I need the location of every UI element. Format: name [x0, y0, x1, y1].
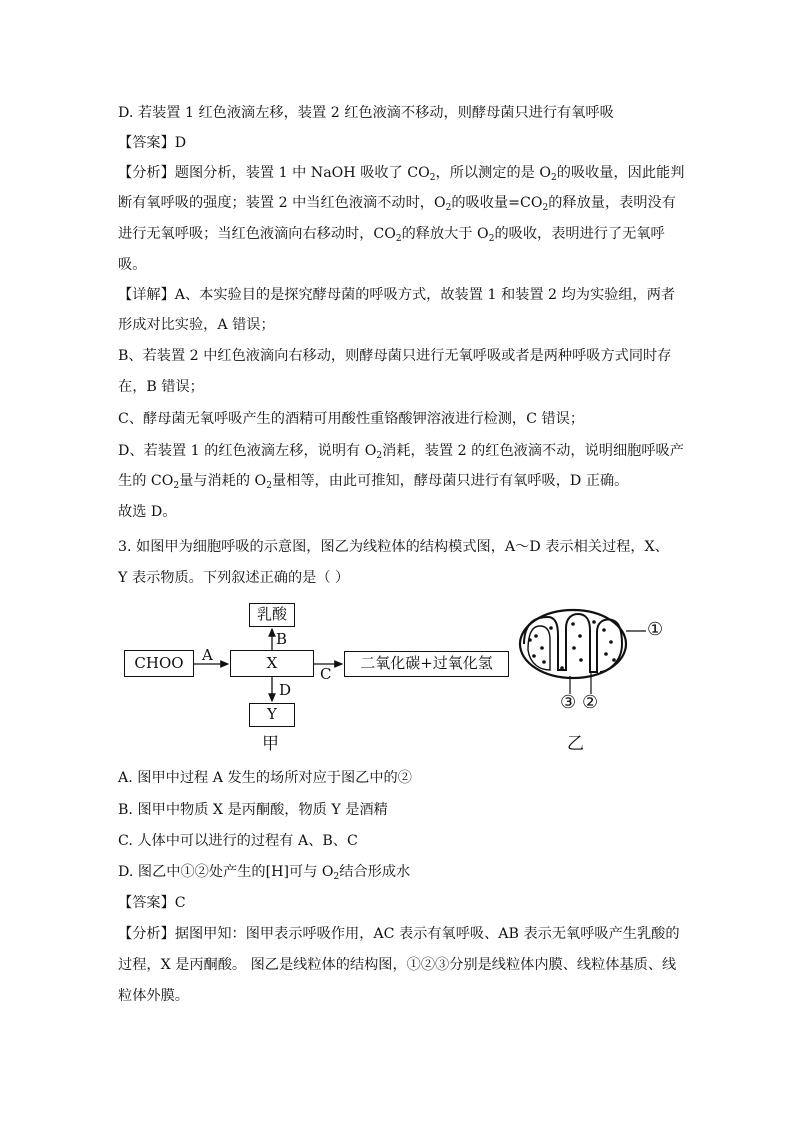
analysis-line-3: 进行无氧呼吸；当红色液滴向右移动时，$CO_2$的释放大于 $O_2$的吸收，表明进行了无氧呼: [118, 226, 665, 244]
label-circle-3: ③: [560, 692, 577, 713]
option-d: D. 图乙中①②处产生的[H]可与 $O_2$结合形成水: [118, 864, 411, 882]
mitochondrion-figure: [520, 610, 626, 678]
option-b: B. 图甲中物质 X 是丙酮酸，物质 Y 是酒精: [118, 802, 388, 818]
question-3-line-1: 3. 如图甲为细胞呼吸的示意图，图乙为线粒体的结构模式图，A～D 表示相关过程，X、: [118, 539, 669, 555]
question-3-line-2: Y 表示物质。下列叙述正确的是（ ）: [118, 570, 350, 586]
x-box: X: [230, 650, 314, 677]
y-box: Y: [249, 703, 295, 727]
label-circle-2: ②: [582, 692, 599, 713]
caption-yi: 乙: [567, 734, 584, 754]
outer-membrane: [520, 610, 626, 678]
analysis-line-4: 吸。: [118, 257, 147, 273]
detail-line-7: 生的 $CO_2$量与消耗的 $O_2$量相等，由此可推知，酵母菌只进行有氧呼吸，D 正确。: [118, 473, 629, 491]
caption-jia: 甲: [262, 734, 279, 754]
label-b: B: [276, 630, 288, 648]
choo-box: CHOO: [124, 650, 194, 677]
analysis-line-2: 断有氧呼吸的强度；装置 2 中当红色液滴不动时，$O_2$的吸收量$=CO_2$的释放量，表明没有: [118, 195, 676, 213]
products-box: 二氧化碳+过氧化氢: [344, 651, 509, 677]
detail-line-6: D、若装置 1 的红色液滴左移，说明有 $O_2$消耗，装置 2 的红色液滴不动，说明细胞呼吸产: [118, 443, 684, 461]
label-a: A: [202, 646, 213, 664]
inner-membrane: [524, 614, 622, 672]
label-d: D: [279, 681, 292, 699]
detail-line-4: 在，B 错误；: [118, 379, 204, 395]
analysis-2-line-3: 粒体外膜。: [118, 988, 189, 1004]
matrix-dots: [528, 620, 616, 670]
option-a: A. 图甲中过程 A 发生的场所对应于图乙中的②: [118, 770, 412, 786]
label-c: C: [320, 665, 332, 683]
answer-line-1: 【答案】D: [118, 135, 187, 151]
detail-line-1: 【详解】A、本实验目的是探究酵母菌的呼吸方式，故装置 1 和装置 2 均为实验组，两者: [118, 287, 676, 303]
label-circle-1: ①: [647, 619, 664, 640]
detail-line-5: C、酵母菌无氧呼吸产生的酒精可用酸性重铬酸钾溶液进行检测，C 错误；: [118, 411, 585, 427]
analysis-line-1: 【分析】题图分析，装置 1 中 NaOH 吸收了 $CO_2$，所以测定的是 $O_2$的吸收量，因此能判: [118, 165, 685, 183]
answer-line-2: 【答案】C: [118, 895, 186, 911]
detail-line-3: B、若装置 2 中红色液滴向右移动，则酵母菌只进行无氧呼吸或者是两种呼吸方式同时存: [118, 348, 672, 364]
line-option-d-prev: D. 若装置 1 红色液滴左移，装置 2 红色液滴不移动，则酵母菌只进行有氧呼吸: [118, 105, 614, 121]
analysis-2-line-2: 过程，X 是丙酮酸。 图乙是线粒体的结构图，①②③分别是线粒体内膜、线粒体基质、线: [118, 957, 677, 973]
analysis-2-line-1: 【分析】据图甲知：图甲表示呼吸作用，AC 表示有氧呼吸、AB 表示无氧呼吸产生乳酸的: [118, 926, 680, 942]
option-c: C. 人体中可以进行的过程有 A、B、C: [118, 833, 358, 849]
detail-line-2: 形成对比实验，A 错误；: [118, 317, 275, 333]
lactic-acid-box: 乳酸: [249, 603, 295, 627]
detail-line-8: 故选 D。: [118, 504, 177, 520]
